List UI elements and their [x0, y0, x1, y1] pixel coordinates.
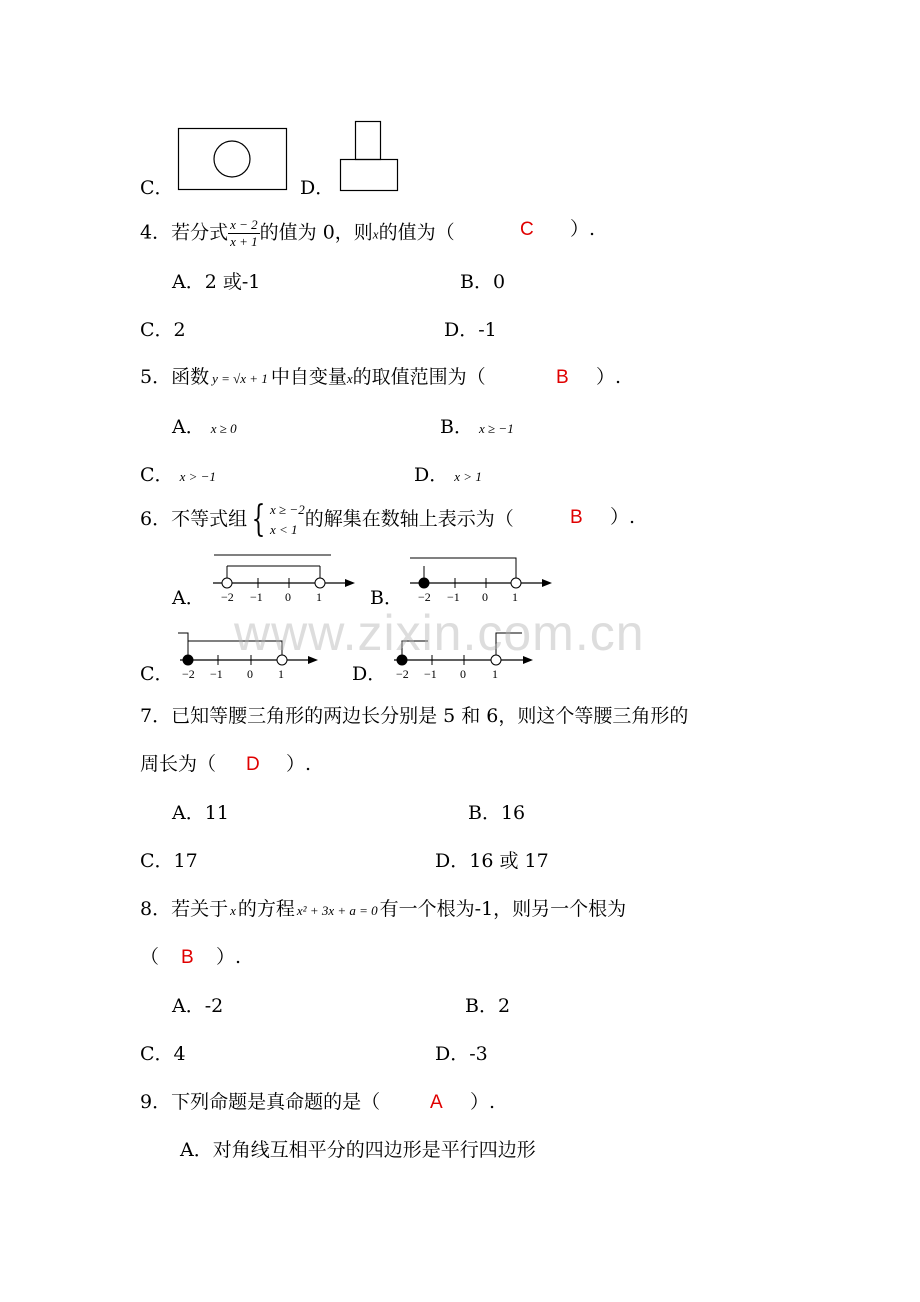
- q8-option-d: [435, 1042, 488, 1066]
- q3-option-c-label: C．: [140, 177, 174, 199]
- q4-text-mid: 的值为 0，则: [259, 221, 373, 244]
- q8-close: ）.: [216, 946, 242, 968]
- option-label: A．: [172, 271, 205, 293]
- option-text: 16: [500, 802, 526, 824]
- tick-label: 1: [278, 667, 284, 681]
- q5-option-a: [172, 415, 237, 441]
- q9-text: 下列命题是真命题的是（: [171, 1091, 381, 1113]
- q5-text-before: 函数: [171, 366, 210, 388]
- tick-label: 0: [247, 667, 253, 681]
- q4-option-d: [444, 318, 497, 342]
- option-text: 17: [173, 850, 198, 872]
- q8-text-mid: 的方程: [237, 898, 295, 920]
- q6-brace: {: [251, 499, 266, 540]
- q7-line1-text: 已知等腰三角形的两边长分别是 5 和 6，则这个等腰三角形的: [171, 705, 689, 727]
- q8-open: （: [140, 946, 160, 968]
- q9-number: 9．: [140, 1091, 172, 1113]
- option-text: 16 或 17: [469, 850, 549, 872]
- option-text: 2: [497, 995, 511, 1017]
- q4-fraction-denominator: x + 1: [230, 234, 258, 249]
- q9-stem: [140, 1090, 380, 1114]
- option-text: 2: [173, 319, 186, 341]
- option-label: C．: [140, 1043, 174, 1065]
- tick-label: 0: [460, 667, 466, 681]
- q4-fraction-numerator: x − 2: [230, 217, 258, 232]
- option-label: D．: [414, 464, 449, 486]
- q6-system-line2: x < 1: [270, 522, 298, 537]
- q7-close: ）.: [286, 753, 312, 775]
- option-label: B．: [465, 995, 498, 1017]
- option-text: -3: [469, 1043, 488, 1065]
- q6-option-d-label: D．: [352, 663, 387, 685]
- q7-option-c: [140, 849, 198, 873]
- tick-label: −1: [250, 590, 263, 604]
- option-label: D．: [444, 319, 479, 341]
- q6-stem: [140, 500, 514, 540]
- option-text: x > 1: [454, 469, 482, 484]
- option-label: A．: [172, 995, 205, 1017]
- q6-text-after: 的解集在数轴上表示为（: [304, 508, 514, 530]
- q4-option-b: [460, 270, 505, 294]
- q5-var: x: [346, 371, 353, 386]
- q3-option-d-label: D．: [300, 177, 335, 199]
- tick-label: −1: [447, 590, 460, 604]
- q5-close: ）.: [596, 366, 622, 388]
- option-label: D．: [435, 850, 470, 872]
- q9-close: ）.: [470, 1091, 496, 1113]
- option-label: A．: [172, 416, 205, 438]
- q4-answer: C: [520, 219, 534, 240]
- q6-option-b-label: B．: [370, 587, 403, 609]
- watermark: www.zixin.com.cn: [234, 605, 645, 661]
- q5-text-mid: 中自变量: [270, 366, 347, 388]
- q8-line1: [140, 897, 626, 923]
- q9-answer: A: [430, 1092, 443, 1113]
- option-text: -1: [478, 319, 497, 341]
- q7-option-d: [435, 849, 549, 873]
- option-text: 0: [492, 271, 506, 293]
- option-text: x ≥ 0: [210, 421, 237, 436]
- option-label: C．: [140, 319, 174, 341]
- tick-label: −2: [418, 590, 431, 604]
- tick-label: 0: [482, 590, 488, 604]
- q5-formula: y = √x + 1: [212, 371, 268, 386]
- q4-text-after: 的值为（: [378, 221, 455, 244]
- option-label: B．: [468, 802, 501, 824]
- tick-label: −2: [182, 667, 195, 681]
- q5-stem: [140, 365, 486, 391]
- q5-option-b: [440, 415, 514, 441]
- q6-number: 6．: [140, 508, 172, 530]
- q7-line2: 周长为（: [140, 753, 217, 775]
- q4-option-a: [172, 270, 260, 294]
- q5-answer: B: [556, 367, 569, 388]
- option-label: B．: [440, 416, 473, 438]
- tick-label: 0: [285, 590, 291, 604]
- tick-label: −2: [221, 590, 234, 604]
- q4-text-before: 若分式: [171, 221, 229, 244]
- q4-stem: [140, 217, 455, 250]
- q4-fraction: [228, 217, 260, 250]
- q8-text-after: 有一个根为-1，则另一个根为: [379, 898, 627, 920]
- tick-label: 1: [316, 590, 322, 604]
- q8-number: 8．: [140, 898, 172, 920]
- option-text: 11: [204, 802, 229, 824]
- option-label: C．: [140, 850, 174, 872]
- tick-label: −1: [210, 667, 223, 681]
- q6-option-c-label: C．: [140, 663, 174, 685]
- q4-option-c: [140, 318, 186, 342]
- q4-var: x: [372, 226, 379, 242]
- option-label: C．: [140, 464, 174, 486]
- option-text: 2 或-1: [204, 271, 261, 293]
- q7-option-a: [172, 801, 229, 825]
- q8-answer: B: [181, 947, 194, 968]
- q6-number-line-a: [205, 553, 360, 605]
- q6-close: ）.: [610, 506, 636, 528]
- tick-label: −1: [424, 667, 437, 681]
- q8-text-before: 若关于: [171, 898, 229, 920]
- q6-text-before: 不等式组: [171, 508, 248, 530]
- q6-number-line-b: [402, 553, 557, 605]
- option-text: -2: [204, 995, 224, 1017]
- tick-label: −2: [396, 667, 409, 681]
- q7-option-b: [468, 801, 525, 825]
- option-label: A．: [172, 802, 205, 824]
- q5-option-c: [140, 463, 216, 489]
- q8-option-a: [172, 994, 223, 1018]
- q8-equation: x² + 3x + a = 0: [296, 903, 378, 918]
- q7-number: 7．: [140, 705, 172, 727]
- q5-option-d: [414, 463, 482, 489]
- q3-option-d-figure: [338, 119, 400, 193]
- q5-text-after: 的取值范围为（: [352, 366, 486, 388]
- option-label: D．: [435, 1043, 470, 1065]
- q4-number: 4．: [140, 221, 172, 244]
- q5-number: 5．: [140, 366, 172, 388]
- q8-option-c: [140, 1042, 186, 1066]
- q7-line1: [140, 704, 688, 728]
- q6-system-line1: x ≥ −2: [270, 502, 305, 517]
- q6-option-a-label: A．: [172, 587, 205, 609]
- option-text: x ≥ −1: [479, 421, 514, 436]
- option-text: 4: [173, 1043, 186, 1065]
- tick-label: 1: [512, 590, 518, 604]
- option-label: B．: [460, 271, 493, 293]
- q8-var: x: [230, 903, 236, 918]
- q4-close: ）.: [570, 218, 596, 240]
- q9-option-a: A．对角线互相平分的四边形是平行四边形: [180, 1139, 536, 1161]
- tick-label: 1: [492, 667, 498, 681]
- q8-option-b: [465, 994, 510, 1018]
- q7-answer: D: [246, 754, 260, 775]
- q3-option-c-figure: [176, 126, 290, 192]
- q6-answer: B: [570, 507, 583, 528]
- q6-system: [270, 500, 305, 540]
- option-text: x > −1: [179, 469, 216, 484]
